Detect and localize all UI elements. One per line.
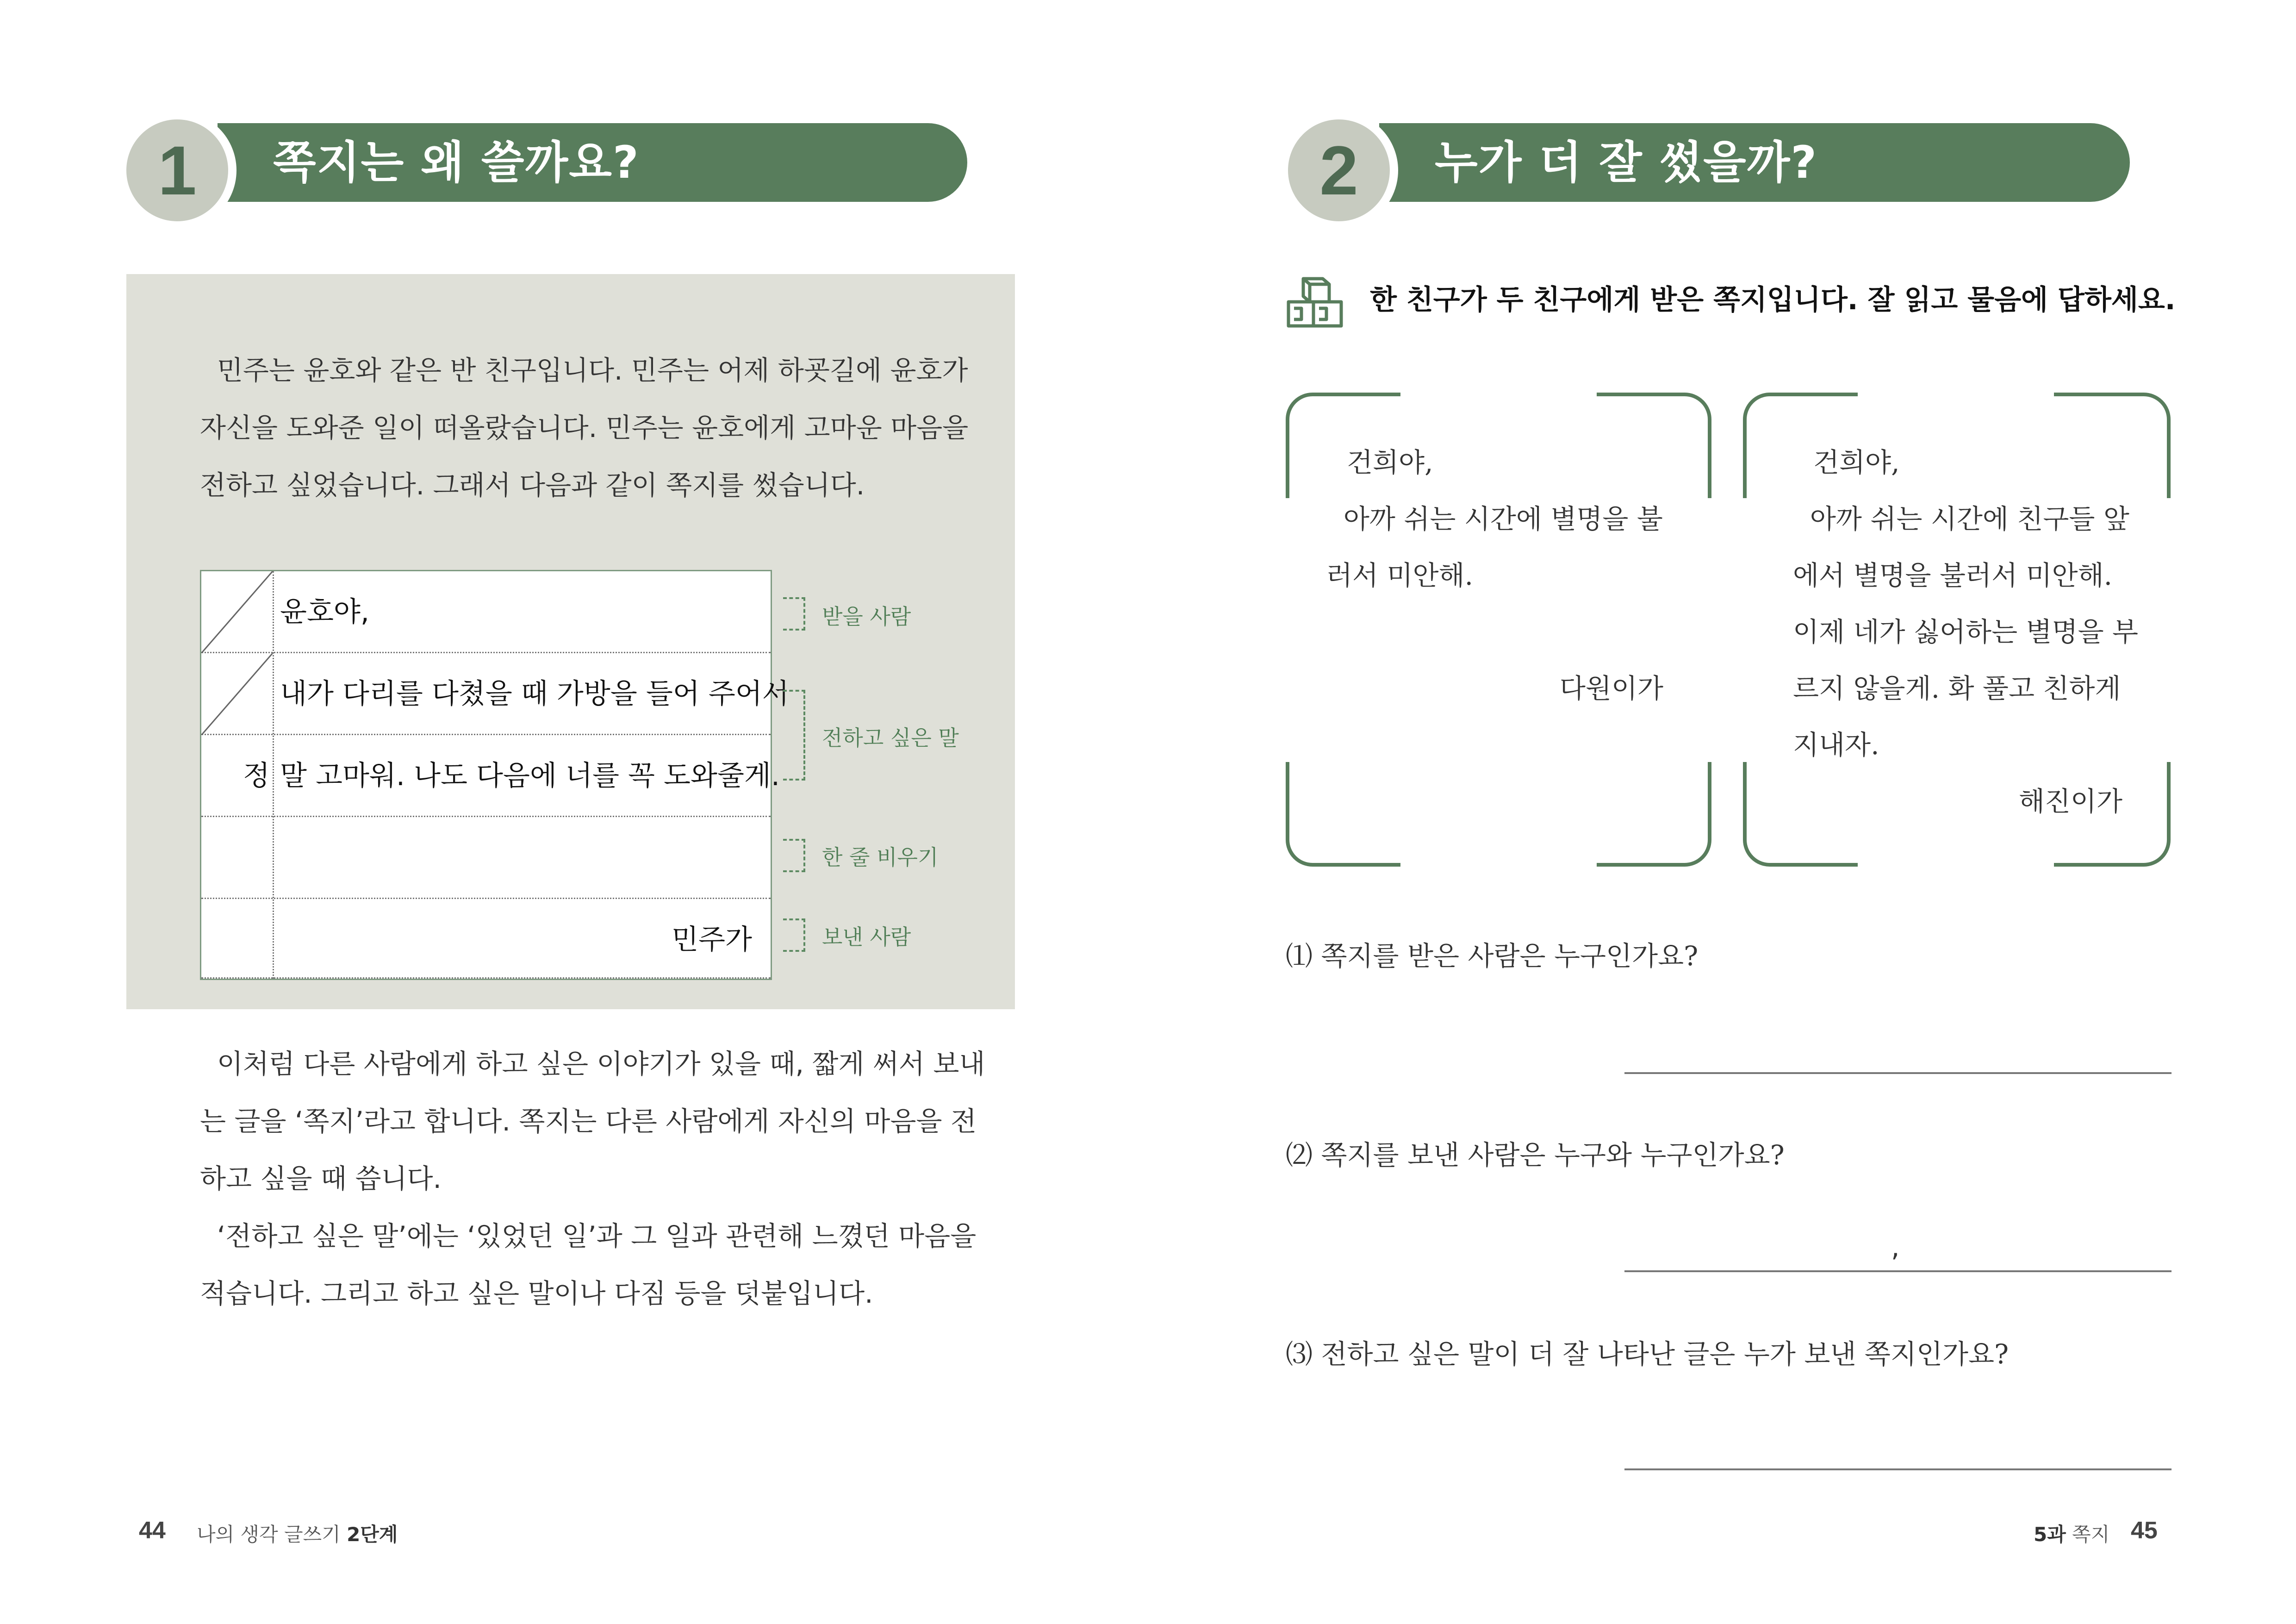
lesson-topic: 쪽지 (2072, 1523, 2110, 1546)
answer-line-1[interactable] (1624, 1072, 2172, 1074)
margin-slash (201, 653, 273, 735)
explain-line: 는 글을 ‘쪽지’라고 합니다. 쪽지는 다른 사람에게 자신의 마음을 전 (200, 1106, 977, 1137)
explain-line: 하고 싶을 때 씁니다. (200, 1163, 442, 1194)
lesson-title (2034, 1519, 2109, 1547)
note-2-text (1793, 434, 2138, 773)
question-3-number: ⑶ (1286, 1338, 1313, 1370)
note-line: 건희야, (1813, 447, 1900, 478)
question-2-number: ⑵ (1286, 1139, 1313, 1171)
book-stage: 2단계 (347, 1523, 398, 1546)
answer-separator: , (1891, 1231, 1900, 1263)
question-2-text: 쪽지를 보낸 사람은 누구와 누구인가요? (1321, 1139, 1785, 1171)
blocks-icon (1285, 272, 1345, 332)
note-card-2 (1743, 393, 2171, 867)
book-name: 나의 생각 글쓰기 (197, 1523, 341, 1546)
question-1-text: 쪽지를 받은 사람은 누구인가요? (1321, 940, 1699, 972)
intro-line: 자신을 도와준 일이 떠올랐습니다. 민주는 윤호에게 고마운 마음을 (200, 412, 969, 443)
blank-label: 한 줄 비우기 (822, 845, 939, 870)
message-label: 전하고 싶은 말 (822, 725, 959, 750)
note-line: 이제 네가 싫어하는 별명을 부 (1793, 616, 2139, 648)
note-line: 러서 미안해. (1326, 560, 1474, 591)
blank-bracket (783, 839, 805, 872)
note-line: 아까 쉬는 시간에 별명을 불 (1326, 503, 1663, 535)
sender-label: 보낸 사람 (822, 924, 911, 949)
answer-line-3[interactable] (1624, 1468, 2172, 1470)
grid-row-message-2 (201, 735, 780, 817)
receiver-bracket (783, 597, 805, 631)
page-number-left: 44 (139, 1517, 166, 1544)
note-line: 르지 않을게. 화 풀고 친하게 (1793, 673, 2121, 704)
explain-line: ‘전하고 싶은 말’에는 ‘있었던 일’과 그 일과 관련해 느꼈던 마음을 (200, 1220, 977, 1252)
section-2-title: 누가 더 잘 썼을까? (1435, 137, 1818, 188)
section-1-header (218, 123, 967, 202)
sender-bracket (783, 918, 805, 952)
explain-line: 적습니다. 그리고 하고 싶은 말이나 다짐 등을 덧붙입니다. (200, 1278, 873, 1309)
section-2-header (1379, 123, 2130, 202)
margin-slash (201, 571, 273, 653)
note-edge (2165, 498, 2172, 762)
message-bracket (783, 690, 805, 781)
note-card-1 (1286, 393, 1711, 867)
grid-row-message-1 (201, 653, 789, 735)
book-title (197, 1519, 398, 1547)
note-edge (1858, 391, 2054, 398)
note-edge (1858, 861, 2054, 868)
question-3-text: 전하고 싶은 말이 더 잘 나타난 글은 누가 보낸 쪽지인가요? (1321, 1338, 2009, 1370)
note-line: 지내자. (1793, 729, 1879, 761)
intro-line: 민주는 윤호와 같은 반 친구입니다. 민주는 어제 하굣길에 윤호가 (200, 355, 968, 386)
receiver-label: 받을 사람 (822, 604, 911, 629)
intro-line: 전하고 싶었습니다. 그래서 다음과 같이 쪽지를 썼습니다. (200, 469, 865, 501)
grid-row-blank (201, 817, 771, 899)
note-line: 에서 별명을 불러서 미안해. (1793, 560, 2113, 591)
lesson-number: 5과 (2034, 1523, 2066, 1546)
note-line: 건희야, (1347, 447, 1433, 478)
grid-sender-text: 민주가 (672, 924, 752, 956)
letter-grid (200, 570, 789, 980)
grid-margin-line (273, 571, 274, 979)
question-1 (1286, 934, 1698, 973)
note-2-sign: 해진이가 (2018, 786, 2122, 817)
grid-receiver-text: 윤호야, (280, 596, 369, 628)
grid-message-line-1: 내가 다리를 다쳤을 때 가방을 들어 주어서 (280, 678, 789, 710)
note-edge (1284, 498, 1291, 762)
note-1-sign: 다원이가 (1559, 673, 1663, 704)
answer-line-2[interactable] (1624, 1270, 2172, 1272)
grid-row-receiver (201, 571, 771, 653)
note-edge (1741, 498, 1748, 762)
intro-paragraph (200, 342, 968, 514)
section-1-number: 1 (118, 111, 236, 230)
question-1-number: ⑴ (1286, 940, 1313, 972)
question-2 (1286, 1133, 1785, 1172)
question-3 (1286, 1332, 2009, 1371)
page-number-right: 45 (2131, 1517, 2158, 1544)
note-edge (1706, 498, 1713, 762)
grid-message-line-2: 말 고마워. 나도 다음에 너를 꼭 도와줄게. (280, 760, 780, 792)
explain-line: 이처럼 다른 사람에게 하고 싶은 이야기가 있을 때, 짧게 써서 보내 (200, 1048, 985, 1080)
note-edge (1400, 391, 1597, 398)
grid-margin-char: 정 (243, 760, 270, 792)
explanation-paragraph (200, 1035, 985, 1322)
note-1-text (1326, 434, 1663, 604)
section-1-title: 쪽지는 왜 쓸까요? (273, 137, 640, 188)
instruction-text: 한 친구가 두 친구에게 받은 쪽지입니다. 잘 읽고 물음에 답하세요. (1370, 284, 2176, 316)
note-edge (1400, 861, 1597, 868)
note-line: 아까 쉬는 시간에 친구들 앞 (1793, 503, 2129, 535)
grid-row-sender (201, 899, 771, 979)
section-2-number: 2 (1280, 111, 1398, 230)
